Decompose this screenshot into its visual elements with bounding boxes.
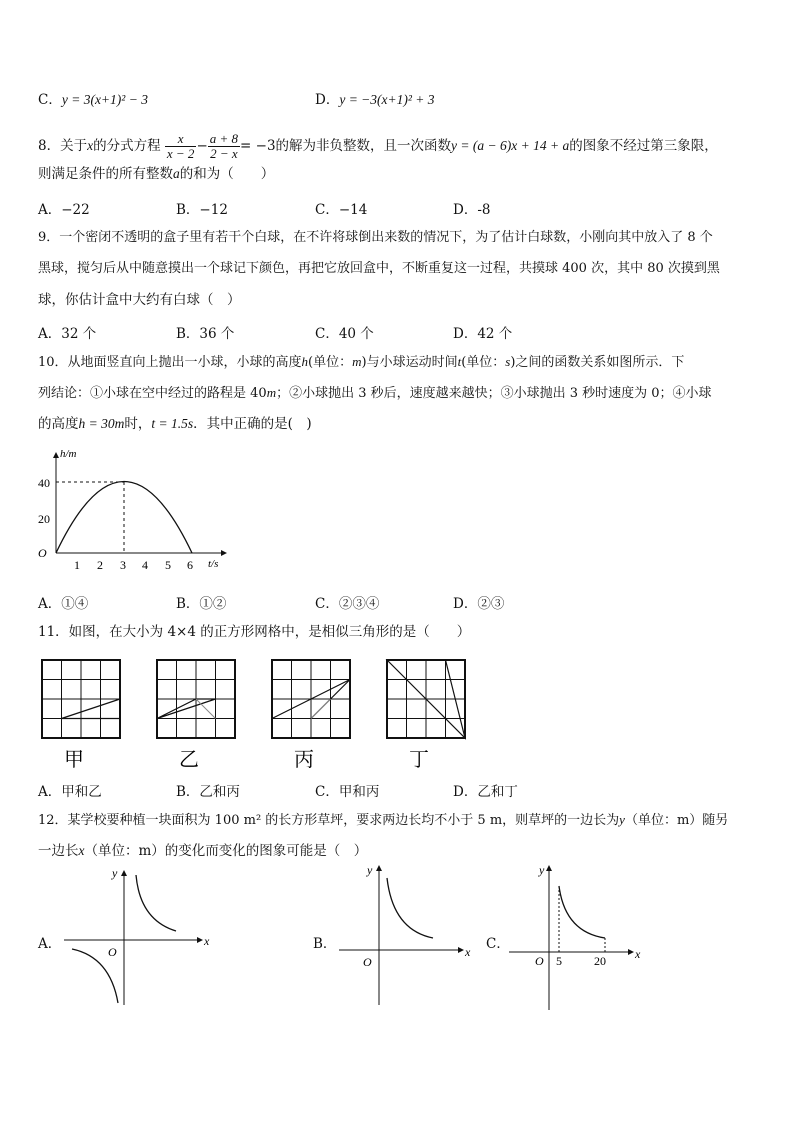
q9-line3: 球，你估计盒中大约有白球（ ） — [38, 292, 241, 308]
q8-line1: 8．关于x的分式方程 $\frac{x}{x - 2}$ − $\frac{a + 8}{2 - x}$ = −3的解为非负整数，且一次函数y = (a − 6)x + 14 + a的图象不经过第三象限， — [38, 131, 718, 161]
q10-y-label: h/m — [60, 448, 77, 460]
q11-label-yi: 乙 — [179, 747, 199, 771]
q8-option-b: B．−12 — [176, 202, 228, 218]
svg-text:O: O — [108, 945, 117, 959]
q9-option-d: D．42 个 — [453, 326, 513, 342]
svg-text:x: x — [204, 934, 210, 948]
q8-option-d: D．-8 — [453, 202, 491, 218]
svg-text:O: O — [363, 955, 372, 969]
q11-grid-bing — [272, 660, 350, 771]
q12-graph-c-label: C． — [486, 936, 510, 952]
q11-line1: 11．如图，在大小为 4×4 的正方形网格中，是相似三角形的是（ ） — [38, 624, 471, 640]
q10-xtick-2: 2 — [97, 558, 103, 572]
q9-option-a: A．32 个 — [38, 326, 97, 342]
q11-label-bing: 丙 — [294, 747, 314, 771]
q12-line1: 12．某学校要种植一块面积为 100 m² 的长方形草坪，要求两边长均不小于 5 m，则草坪的一边长为y（单位：m）随另 — [38, 812, 729, 828]
q9-option-b: B．36 个 — [176, 326, 235, 342]
svg-text:5: 5 — [556, 954, 562, 968]
q8-line2: 则满足条件的所有整数a的和为（ ） — [38, 166, 275, 182]
svg-text:y: y — [539, 863, 545, 877]
q10-line2: 列结论：①小球在空中经过的路程是 40m；②小球抛出 3 秒后，速度越来越快；③小球抛出 3 秒时速度为 0；④小球 — [38, 385, 712, 401]
q10-xtick-1: 1 — [74, 558, 80, 572]
svg-text:x: x — [635, 947, 641, 961]
q11-label-jia: 甲 — [64, 747, 84, 771]
q12-graph-a — [60, 865, 220, 1010]
q8-option-a: A．−22 — [38, 202, 90, 218]
q10-graph — [30, 445, 230, 575]
q10-option-b: B．①② — [176, 596, 227, 612]
q12-graph-c — [505, 860, 655, 1015]
q10-ytick-20: 20 — [38, 512, 50, 526]
q10-xtick-3: 3 — [120, 558, 126, 572]
q11-option-a: A．甲和乙 — [38, 784, 102, 800]
q12-graph-a-label: A． — [38, 936, 62, 952]
q11-grid-ding — [387, 660, 465, 771]
q11-option-d: D．乙和丁 — [453, 784, 518, 800]
q10-option-c: C．②③④ — [315, 596, 380, 612]
svg-text:y: y — [112, 866, 118, 880]
q9-option-c: C．40 个 — [315, 326, 374, 342]
q10-xtick-5: 5 — [165, 558, 171, 572]
q7-option-d: D．y = −3(x+1)² + 3 — [315, 92, 435, 108]
q9-line1: 9．一个密闭不透明的盒子里有若干个白球，在不许将球倒出来数的情况下，为了估计白球数，小刚向其中放入了 8 个 — [38, 230, 713, 245]
q10-x-label: t/s — [208, 558, 219, 570]
q11-grid-yi — [157, 660, 235, 771]
q10-option-d: D．②③ — [453, 596, 505, 612]
q10-line1: 10．从地面竖直向上抛出一小球，小球的高度h(单位：m)与小球运动时间t(单位：s)之间的函数关系如图所示．下 — [38, 354, 685, 370]
svg-text:x: x — [465, 945, 471, 959]
q10-option-a: A．①④ — [38, 596, 89, 612]
q8-fraction-1: $\frac{x}{x - 2}$ — [166, 131, 195, 161]
svg-text:20: 20 — [594, 954, 606, 968]
q10-xtick-6: 6 — [187, 558, 193, 572]
q7-option-c: C．y = 3(x+1)² − 3 — [38, 92, 148, 108]
q11-option-b: B．乙和丙 — [176, 784, 240, 800]
svg-text:y: y — [367, 863, 373, 877]
q10-ytick-40: 40 — [38, 476, 50, 490]
q12-graph-b-label: B． — [313, 936, 337, 952]
q11-option-c: C．甲和丙 — [315, 784, 380, 800]
q12-graph-b — [335, 860, 485, 1010]
q8-option-c: C．−14 — [315, 202, 368, 218]
q9-line2: 黑球，搅匀后从中随意摸出一个球记下颜色，再把它放回盒中，不断重复这一过程，共摸球 400 次，其中 80 次摸到黑 — [38, 261, 720, 276]
svg-text:O: O — [535, 954, 544, 968]
q12-line2: 一边长x（单位：m）的变化而变化的图象可能是（ ） — [38, 843, 368, 859]
q10-origin: O — [38, 546, 47, 560]
q11-grids — [40, 658, 480, 771]
q10-xtick-4: 4 — [142, 558, 148, 572]
q11-label-ding: 丁 — [409, 747, 429, 771]
q8-fraction-2: $\frac{a + 8}{2 - x}$ — [209, 131, 239, 161]
q10-line3: 的高度h = 30m时，t = 1.5s．其中正确的是( ) — [38, 416, 312, 432]
q11-grid-jia — [42, 660, 120, 771]
